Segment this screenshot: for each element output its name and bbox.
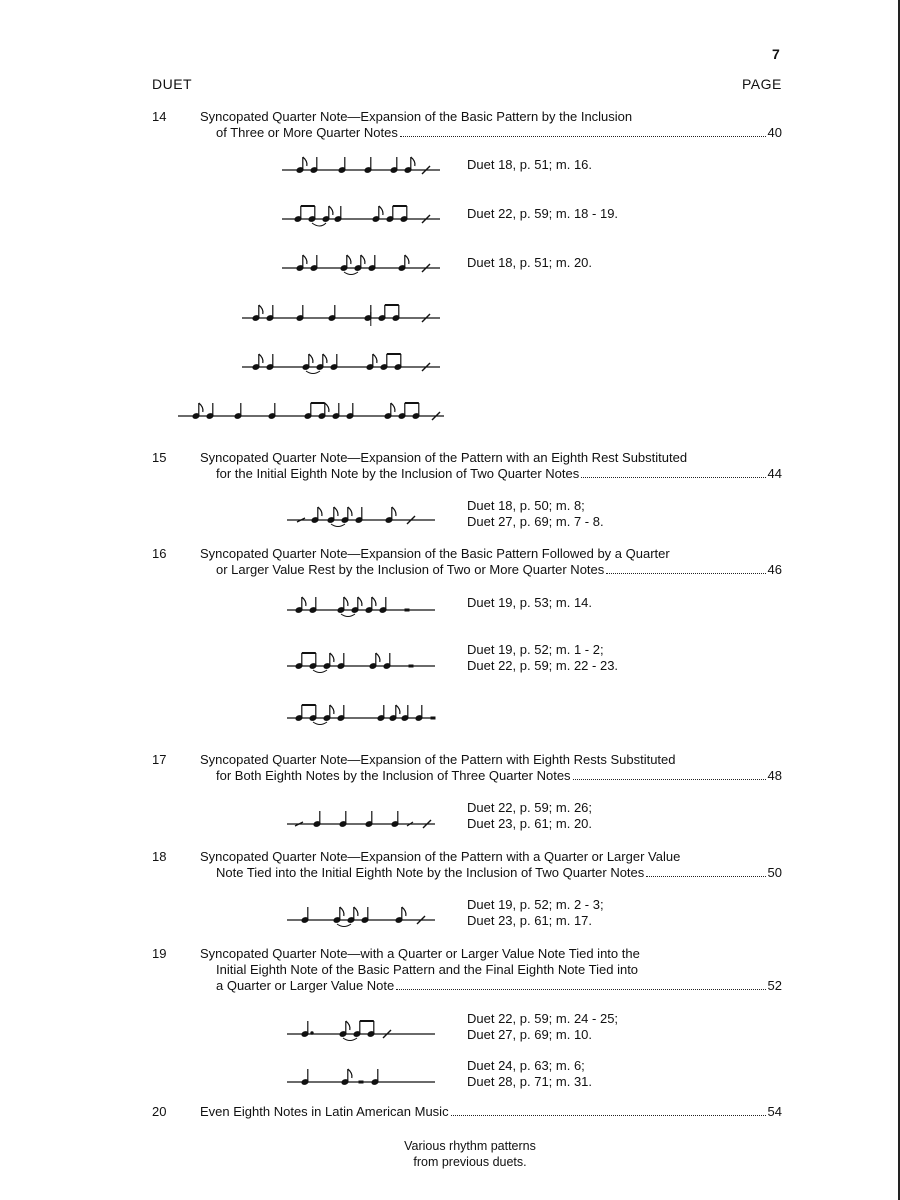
rhythm-pattern-14c [280,250,450,276]
section-15-ref-1 [467,498,604,530]
section-18-title-line2-row [216,865,782,880]
section-16-number: 16 [152,546,167,561]
section-20-title-row [200,1104,782,1119]
header-duet: DUET [152,76,193,92]
section-16-title-line2: or Larger Value Rest by the Inclusion of Two or More Quarter Notes [216,562,605,577]
section-16-page: 46 [767,562,782,577]
rhythm-pattern-14b [280,201,450,227]
leader-dots [400,135,766,137]
section-19-title-line1: Syncopated Quarter Note—with a Quarter or Larger Value Note Tied into the [200,946,640,961]
rhythm-pattern-14f [176,396,451,426]
footer-line1: Various rhythm patterns [404,1139,536,1153]
rhythm-pattern-15a [285,500,445,528]
section-15-title-line2: for the Initial Eighth Note by the Inclusion of Two Quarter Notes [216,466,580,481]
section-19-title-line2: Initial Eighth Note of the Basic Pattern and the Final Eighth Note Tied into [216,962,639,977]
leader-dots [581,476,765,478]
section-17-number: 17 [152,752,167,767]
section-14-title-line2-row [216,125,782,140]
ref-line: Duet 18, p. 50; m. 8; [467,498,585,513]
section-17-page: 48 [767,768,782,783]
section-19-ref-1 [467,1011,618,1043]
section-19-title-line3: a Quarter or Larger Value Note [216,978,395,993]
section-14-ref-1: Duet 18, p. 51; m. 16. [467,157,593,172]
section-18-title-line1: Syncopated Quarter Note—Expansion of the Pattern with a Quarter or Larger Value [200,849,681,864]
section-19-number: 19 [152,946,167,961]
section-14-ref-3: Duet 18, p. 51; m. 20. [467,255,593,270]
ref-line: Duet 19, p. 52; m. 1 - 2; [467,642,604,657]
section-20-number: 20 [152,1104,167,1119]
section-16-title-line1: Syncopated Quarter Note—Expansion of the Basic Pattern Followed by a Quarter [200,546,670,561]
rhythm-pattern-18a [285,900,445,928]
rhythm-pattern-16a [285,590,445,618]
rhythm-pattern-19a [285,1014,445,1042]
section-17-title-line2: for Both Eighth Notes by the Inclusion of Three Quarter Notes [216,768,571,783]
section-14-title-line1: Syncopated Quarter Note—Expansion of the Basic Pattern by the Inclusion [200,109,633,124]
section-18-ref-1 [467,897,604,929]
section-15-number: 15 [152,450,167,465]
section-14-title-line2: of Three or More Quarter Notes [216,125,398,140]
section-14-number: 14 [152,109,167,124]
section-14-page: 40 [767,125,782,140]
leader-dots [646,875,765,877]
section-17-title-line1: Syncopated Quarter Note—Expansion of the Pattern with Eighth Rests Substituted [200,752,676,767]
leader-dots [606,572,765,574]
section-14-ref-2: Duet 22, p. 59; m. 18 - 19. [467,206,619,221]
section-15-title-line2-row [216,466,782,481]
section-20-title: Even Eighth Notes in Latin American Music [200,1104,449,1119]
section-15-title-line1: Syncopated Quarter Note—Expansion of the Pattern with an Eighth Rest Substituted [200,450,688,465]
page-number: 7 [772,46,780,62]
ref-line: Duet 27, p. 69; m. 7 - 8. [467,514,604,529]
leader-dots [451,1114,766,1116]
rhythm-pattern-17a [285,804,445,830]
section-15-page: 44 [767,466,782,481]
section-16-ref-1: Duet 19, p. 53; m. 14. [467,595,593,610]
section-18-page: 50 [767,865,782,880]
leader-dots [573,778,766,780]
footer-line2: from previous duets. [413,1155,527,1169]
section-17-ref-1 [467,800,592,832]
rhythm-pattern-14d [240,298,450,328]
section-19-title-line3-row [216,978,782,993]
leader-dots [396,988,765,990]
ref-line: Duet 28, p. 71; m. 31. [467,1074,593,1089]
section-19-ref-2 [467,1058,592,1090]
section-18-number: 18 [152,849,167,864]
rhythm-pattern-16b [285,646,445,674]
footer-note [400,1138,540,1170]
section-19-page: 52 [767,978,782,993]
section-16-title-line2-row [216,562,782,577]
rhythm-pattern-19b [285,1062,445,1088]
rhythm-pattern-16c [285,698,445,726]
section-17-title-line2-row [216,768,782,783]
ref-line: Duet 23, p. 61; m. 20. [467,816,593,831]
ref-line: Duet 22, p. 59; m. 24 - 25; [467,1011,619,1026]
ref-line: Duet 27, p. 69; m. 10. [467,1027,593,1042]
ref-line: Duet 23, p. 61; m. 17. [467,913,593,928]
ref-line: Duet 22, p. 59; m. 26; [467,800,593,815]
header-page: PAGE [742,76,782,92]
section-18-title-line2: Note Tied into the Initial Eighth Note by the Inclusion of Two Quarter Notes [216,865,645,880]
section-20-page: 54 [767,1104,782,1119]
section-16-ref-2 [467,642,618,674]
rhythm-pattern-14e [240,347,450,377]
rhythm-pattern-14a [280,152,450,178]
ref-line: Duet 22, p. 59; m. 22 - 23. [467,658,619,673]
ref-line: Duet 19, p. 52; m. 2 - 3; [467,897,604,912]
ref-line: Duet 24, p. 63; m. 6; [467,1058,585,1073]
